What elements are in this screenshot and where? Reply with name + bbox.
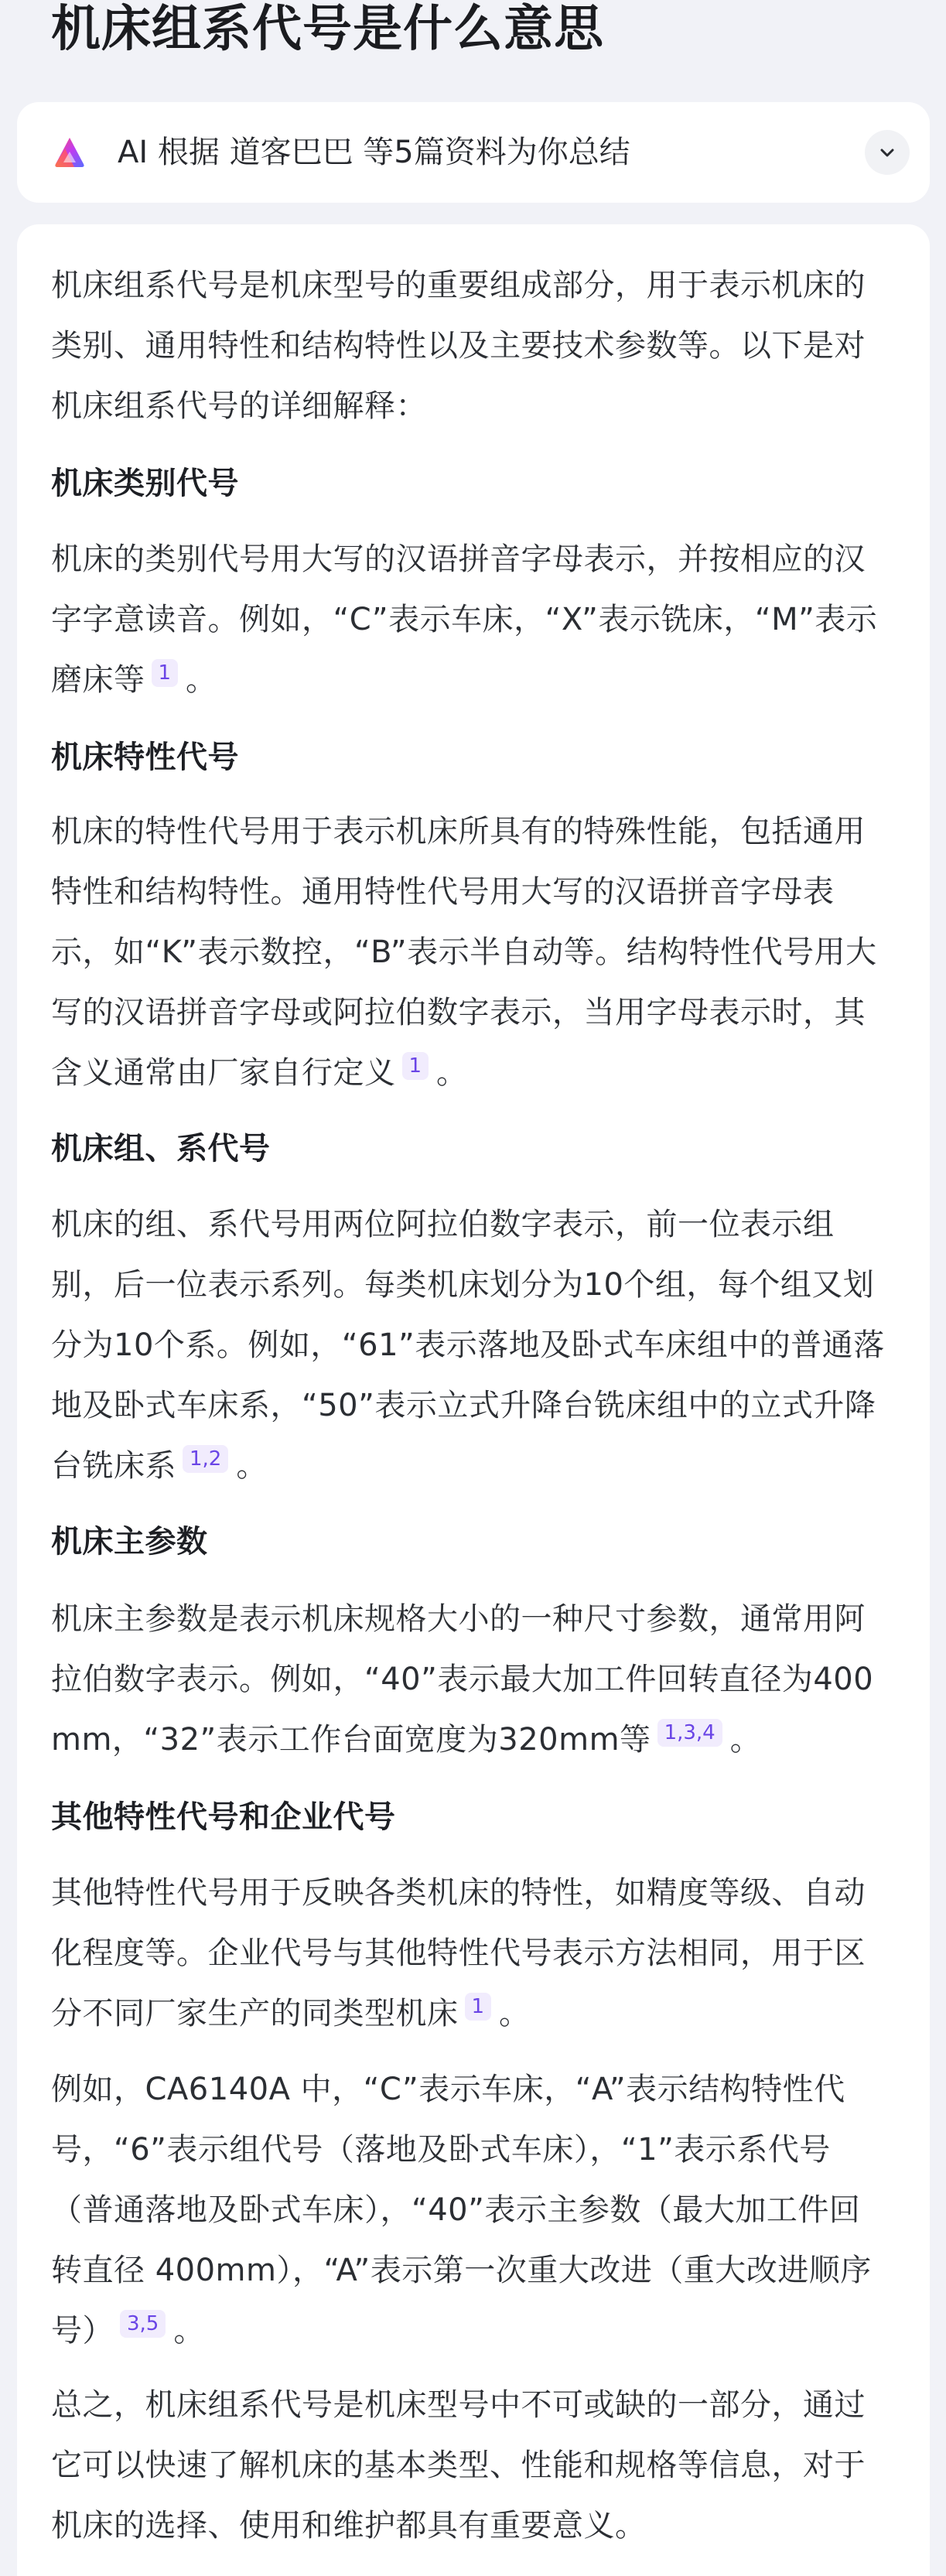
section-heading-category-code	[51, 453, 906, 514]
text-line: 写的汉语拼音字母或阿拉伯数字表示，当用字母表示时，其	[51, 995, 866, 1030]
text-line: 号）	[51, 2313, 114, 2349]
text-line: 机床的选择、使用和维护都具有重要意义。	[51, 2508, 647, 2544]
conclusion-paragraph	[51, 2375, 906, 2556]
text-line: 其他特性代号用于反映各类机床的特性，如精度等级、自动	[51, 1875, 866, 1911]
ai-summary-bar[interactable]	[17, 102, 930, 203]
paragraph-main-parameter	[51, 1589, 906, 1770]
heading-text: 机床类别代号	[51, 466, 239, 501]
paragraph-feature-code	[51, 801, 906, 1103]
text-punctuation: 。	[186, 662, 217, 698]
text-line: 拉伯数字表示。例如，“40”表示最大加工件回转直径为400	[51, 1662, 874, 1697]
citation-badge[interactable]: 3,5	[120, 2310, 166, 2338]
citation-badge[interactable]: 1	[402, 1052, 429, 1080]
heading-text: 机床主参数	[51, 1524, 208, 1560]
text-line: （普通落地及卧式车床），“40”表示主参数（最大加工件回	[51, 2192, 861, 2228]
text-line: 台铣床系	[51, 1448, 176, 1484]
text-punctuation: 。	[236, 1448, 268, 1484]
citation-badge[interactable]: 1	[465, 1993, 492, 2021]
text-line: 机床组系代号是机床型号的重要组成部分，用于表示机床的	[51, 268, 866, 303]
paragraph-other-codes	[51, 1863, 906, 2044]
heading-text: 机床组、系代号	[51, 1131, 271, 1167]
text-line: 别，后一位表示系列。每类机床划分为10个组，每个组又划	[51, 1267, 875, 1303]
text-line: 机床的特性代号用于表示机床所具有的特殊性能，包括通用	[51, 814, 866, 849]
page-title: 机床组系代号是什么意思	[51, 1, 604, 58]
paragraph-group-series-code	[51, 1194, 906, 1496]
text-line: 含义通常由厂家自行定义	[51, 1055, 396, 1091]
text-line: 分为10个系。例如，“61”表示落地及卧式车床组中的普通落	[51, 1327, 885, 1363]
text-punctuation: 。	[729, 1722, 762, 1758]
paragraph-category-code	[51, 529, 906, 710]
text-line: 它可以快速了解机床的基本类型、性能和规格等信息，对于	[51, 2448, 866, 2483]
text-line: 字字意读音。例如，“C”表示车床，“X”表示铣床，“M”表示	[51, 602, 878, 637]
ai-summary-text: AI 根据 道客巴巴 等5篇资料为你总结	[118, 135, 630, 170]
text-line: 类别、通用特性和结构特性以及主要技术参数等。以下是对	[51, 328, 866, 364]
text-line: 转直径 400mm），“A”表示第一次重大改进（重大改进顺序	[51, 2253, 872, 2288]
text-line: 机床主参数是表示机床规格大小的一种尺寸参数，通常用阿	[51, 1601, 866, 1637]
text-line: 号，“6”表示组代号（落地及卧式车床），“1”表示系代号	[51, 2132, 831, 2168]
section-heading-other-codes	[51, 1787, 906, 1847]
text-line: 机床组系代号的详细解释：	[51, 388, 427, 424]
citation-badge[interactable]: 1	[152, 659, 179, 687]
citation-badge[interactable]: 1,3,4	[657, 1719, 722, 1747]
text-line: 总之，机床组系代号是机床型号中不可或缺的一部分，通过	[51, 2387, 866, 2423]
section-heading-feature-code	[51, 727, 906, 787]
ai-gradient-logo-icon	[53, 136, 87, 169]
text-line: mm，“32”表示工作台面宽度为320mm等	[51, 1722, 651, 1758]
text-line: 分不同厂家生产的同类型机床	[51, 1996, 459, 2031]
text-line: 例如，CA6140A 中，“C”表示车床，“A”表示结构特性代	[51, 2072, 845, 2107]
chevron-down-icon	[877, 142, 897, 162]
citation-badge[interactable]: 1,2	[183, 1445, 228, 1473]
text-punctuation: 。	[436, 1055, 468, 1091]
text-line: 特性和结构特性。通用特性代号用大写的汉语拼音字母表	[51, 874, 835, 910]
text-line: 示，如“K”表示数控，“B”表示半自动等。结构特性代号用大	[51, 934, 877, 970]
intro-paragraph	[51, 255, 906, 436]
expand-summary-button[interactable]	[865, 130, 910, 175]
section-heading-group-series-code	[51, 1119, 906, 1179]
text-line: 机床的组、系代号用两位阿拉伯数字表示，前一位表示组	[51, 1207, 835, 1242]
text-line: 机床的类别代号用大写的汉语拼音字母表示，并按相应的汉	[51, 542, 866, 577]
text-punctuation: 。	[173, 2313, 205, 2349]
text-line: 地及卧式车床系，“50”表示立式升降台铣床组中的立式升降	[51, 1388, 876, 1423]
text-punctuation: 。	[499, 1996, 531, 2031]
section-heading-main-parameter	[51, 1512, 906, 1572]
paragraph-example	[51, 2059, 906, 2361]
text-line: 化程度等。企业代号与其他特性代号表示方法相同，用于区	[51, 1935, 866, 1971]
text-line: 磨床等	[51, 662, 145, 698]
heading-text: 其他特性代号和企业代号	[51, 1799, 396, 1835]
heading-text: 机床特性代号	[51, 740, 239, 775]
